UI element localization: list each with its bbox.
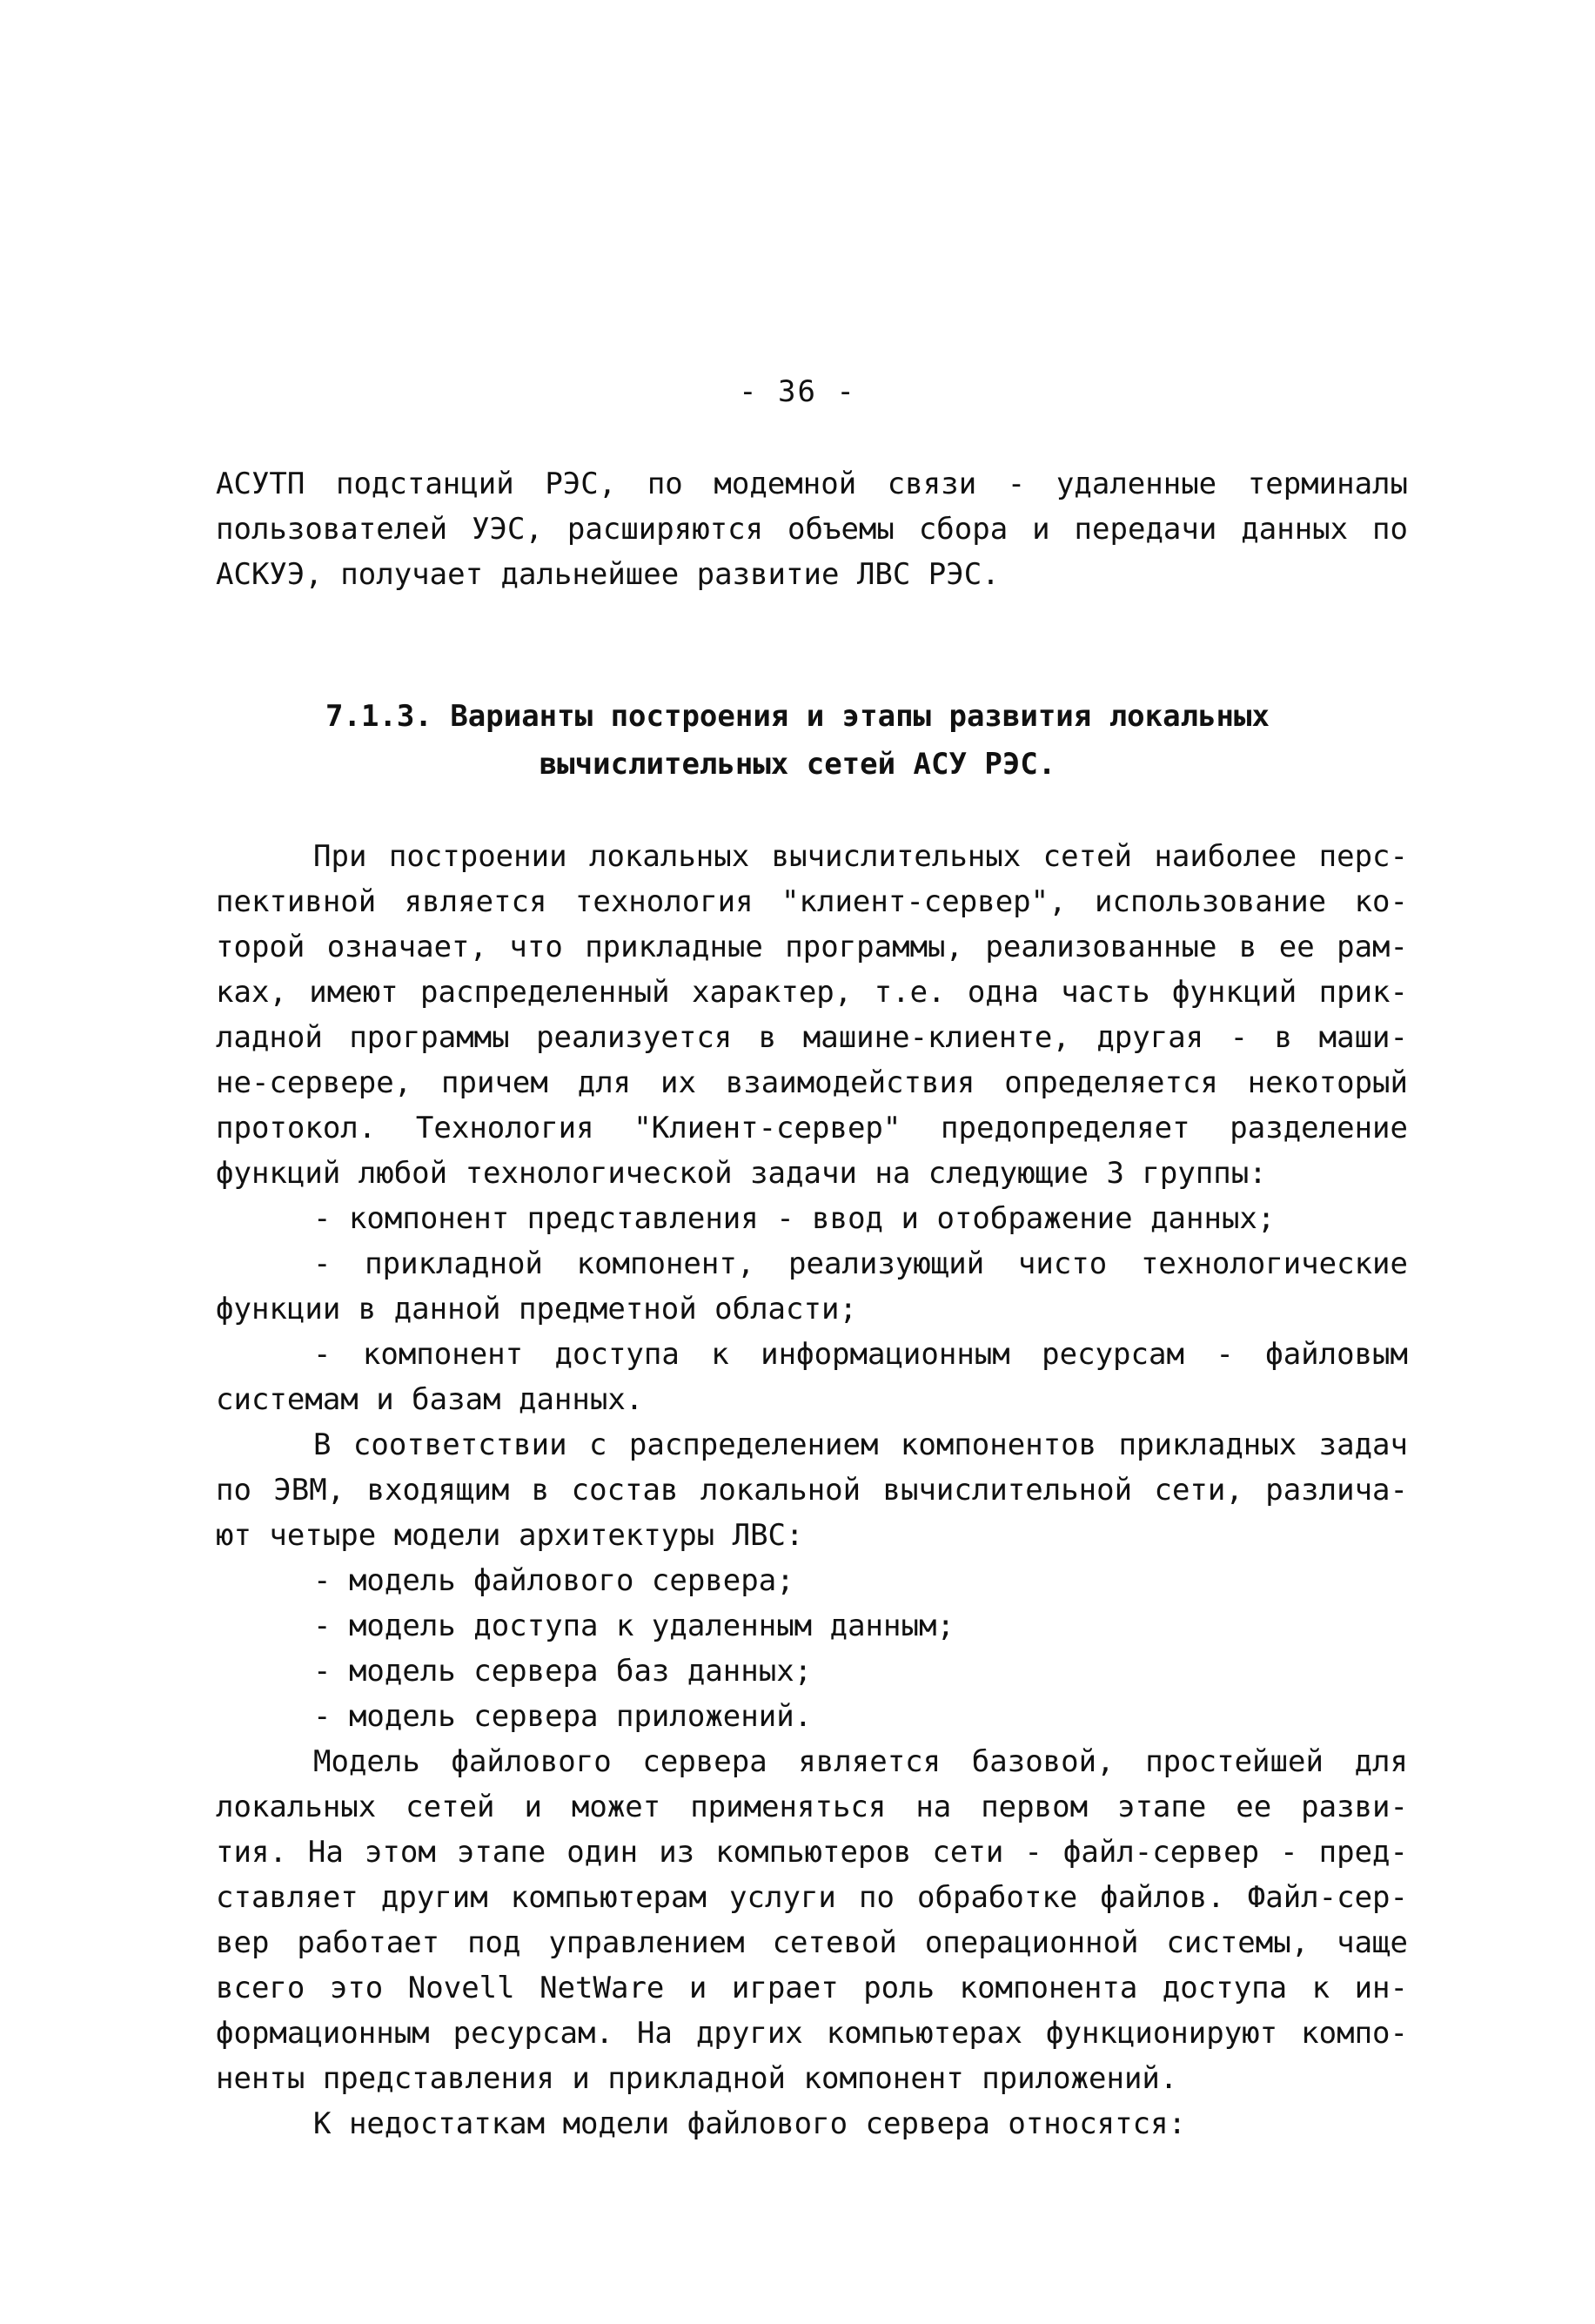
text-line: тия. На этом этапе один из компьютеров сети - файл-сервер - пред- xyxy=(216,1835,1408,1870)
heading-line: 7.1.3. Варианты построения и этапы развития локальных xyxy=(325,699,1270,734)
text-line: функций любой технологической задачи на следующие 3 группы: xyxy=(216,1156,1267,1191)
text-line: В соответствии с распределением компонентов прикладных задач xyxy=(313,1427,1408,1462)
text-line: К недостаткам модели файлового сервера относятся: xyxy=(313,2106,1187,2141)
text-line: ках, имеют распределенный характер, т.е. одна часть функций прик- xyxy=(216,975,1408,1010)
text-line: локальных сетей и может применяться на первом этапе ее разви- xyxy=(216,1790,1408,1824)
text-line: функции в данной предметной области; xyxy=(216,1292,857,1327)
text-line: всего это Novell NetWare и играет роль компонента доступа к ин- xyxy=(216,1971,1408,2005)
text-line: ладной программы реализуется в машине-клиенте, другая - в маши- xyxy=(216,1020,1408,1055)
text-line: ют четыре модели архитектуры ЛВС: xyxy=(216,1518,804,1553)
list-item: - модель файлового сервера; xyxy=(313,1563,794,1598)
text-line: системам и базам данных. xyxy=(216,1382,644,1417)
heading-line: вычислительных сетей АСУ РЭС. xyxy=(539,747,1056,782)
text-line: При построении локальных вычислительных сетей наиболее перс- xyxy=(313,839,1408,874)
list-item: - прикладной компонент, реализующий чисто технологические xyxy=(313,1246,1408,1281)
list-item: - компонент доступа к информационным ресурсам - файловым xyxy=(313,1337,1408,1372)
text-line: АСКУЭ, получает дальнейшее развитие ЛВС РЭС. xyxy=(216,557,1000,592)
text-line: формационным ресурсам. На других компьютерах функционируют компо- xyxy=(216,2016,1408,2051)
text-line: пективной является технология "клиент-сервер", использование ко- xyxy=(216,884,1408,919)
text-line: протокол. Технология "Клиент-сервер" предопределяет разделение xyxy=(216,1111,1408,1145)
text-line: торой означает, что прикладные программы, реализованные в ее рам- xyxy=(216,930,1408,964)
page-number: - 36 - xyxy=(739,374,856,409)
text-line: ставляет другим компьютерам услуги по обработке файлов. Файл-сер- xyxy=(216,1880,1408,1915)
list-item: - модель доступа к удаленным данным; xyxy=(313,1609,955,1643)
text-line: пользователей УЭС, расширяются объемы сбора и передачи данных по xyxy=(216,512,1408,547)
list-item: - модель сервера баз данных; xyxy=(313,1654,813,1689)
text-line: ненты представления и прикладной компонент приложений. xyxy=(216,2061,1178,2096)
text-line: АСУТП подстанций РЭС, по модемной связи - удаленные терминалы xyxy=(216,467,1408,501)
text-line: Модель файлового сервера является базовой, простейшей для xyxy=(313,1744,1408,1779)
text-line: не-сервере, причем для их взаимодействия определяется некоторый xyxy=(216,1065,1408,1100)
text-line: по ЭВМ, входящим в состав локальной вычислительной сети, различа- xyxy=(216,1473,1408,1508)
list-item: - компонент представления - ввод и отображение данных; xyxy=(313,1201,1276,1236)
list-item: - модель сервера приложений. xyxy=(313,1699,813,1734)
text-line: вер работает под управлением сетевой операционной системы, чаще xyxy=(216,1925,1408,1960)
